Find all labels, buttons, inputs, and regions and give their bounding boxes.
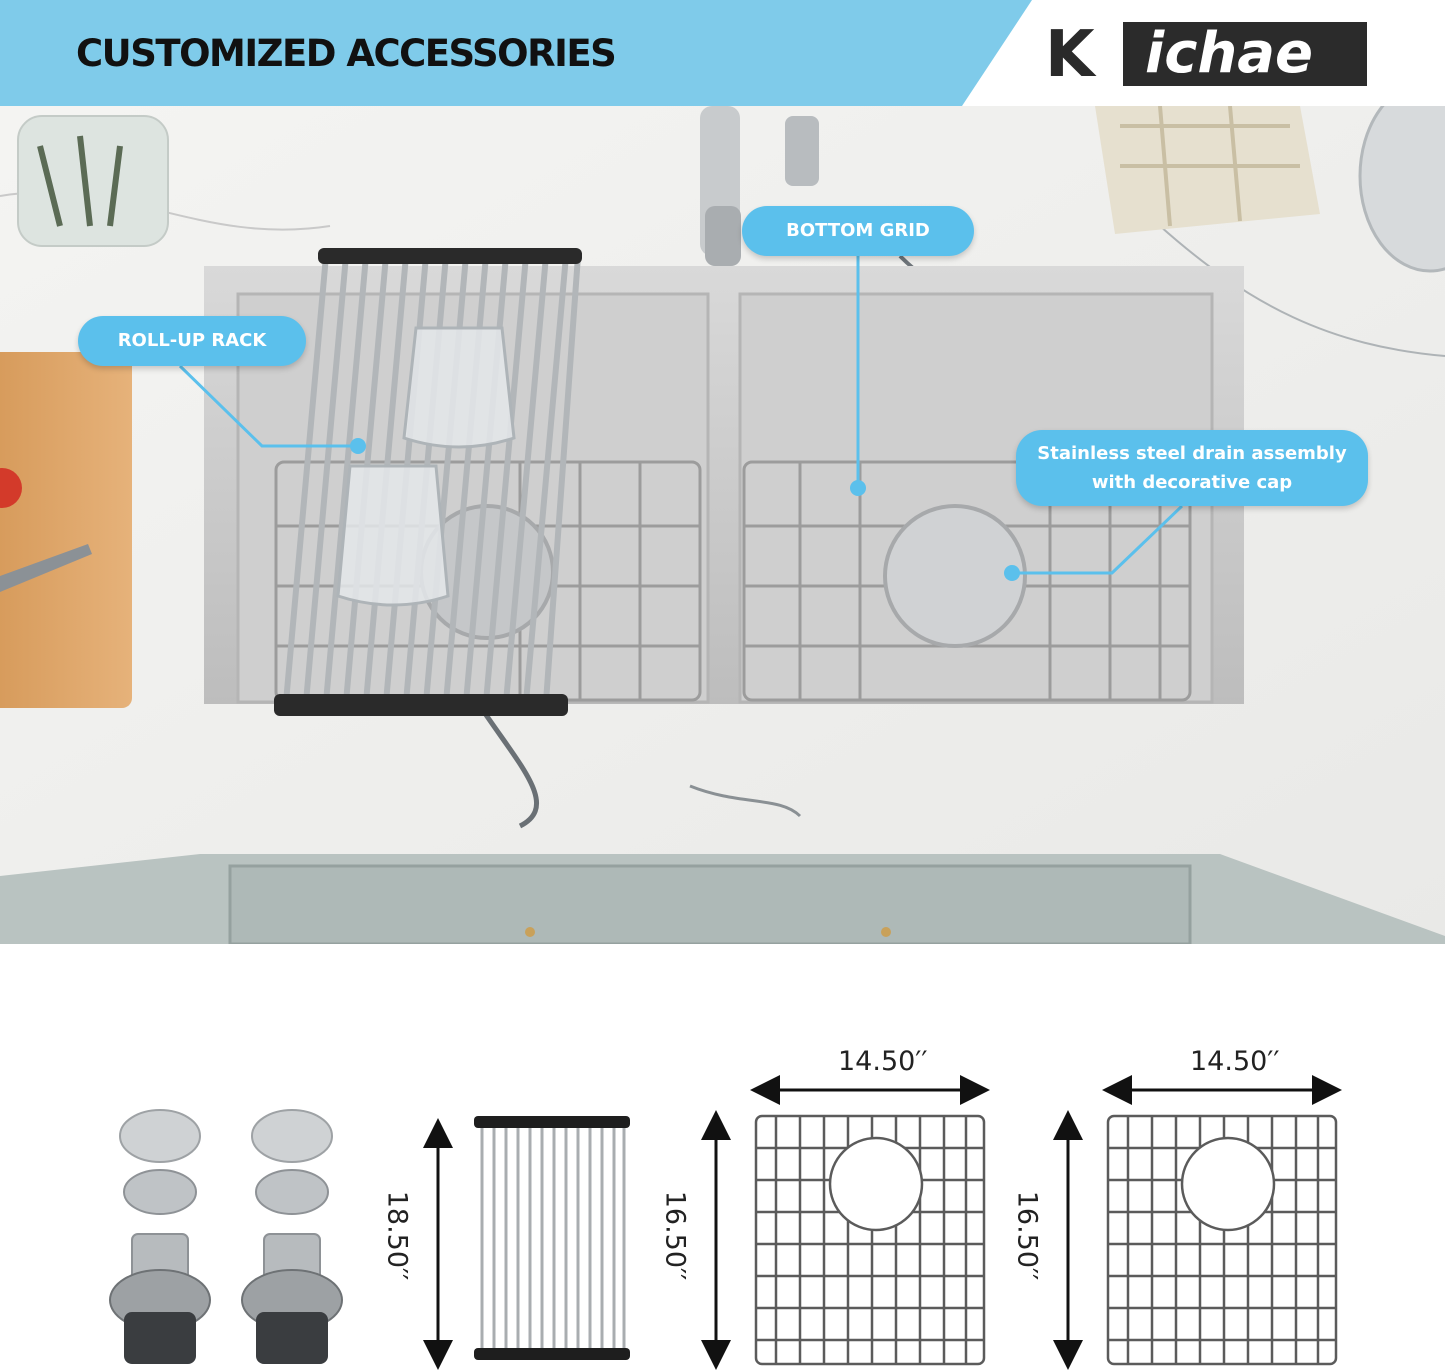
drain-assembly-callout xyxy=(1016,430,1368,506)
roll-up-rack-icon xyxy=(474,1116,630,1360)
drain-callout-line1: Stainless steel drain assembly xyxy=(1037,443,1347,464)
kitchen-sink-photo xyxy=(0,106,1445,944)
grid1-width-label: 14.50′′ xyxy=(838,1046,928,1077)
bottom-grid-icon xyxy=(756,1116,984,1364)
roll-up-rack-callout: ROLL-UP RACK xyxy=(78,316,306,366)
page-title: CUSTOMIZED ACCESSORIES xyxy=(76,32,616,75)
rack-height-label: 18.50′′ xyxy=(381,1190,413,1281)
grid2-width-label: 14.50′′ xyxy=(1190,1046,1280,1077)
bottom-grid-callout: BOTTOM GRID xyxy=(742,206,974,256)
accessory-diagrams xyxy=(0,944,1445,1372)
drain-strainer-icon xyxy=(110,1110,210,1364)
drain-callout-line2: with decorative cap xyxy=(1091,472,1293,493)
grid2-height-label: 16.50′′ xyxy=(1011,1190,1043,1281)
drain-strainer-icon xyxy=(242,1110,342,1364)
grid1-height-label: 16.50′′ xyxy=(659,1190,691,1281)
bottom-grid-icon xyxy=(1108,1116,1336,1364)
